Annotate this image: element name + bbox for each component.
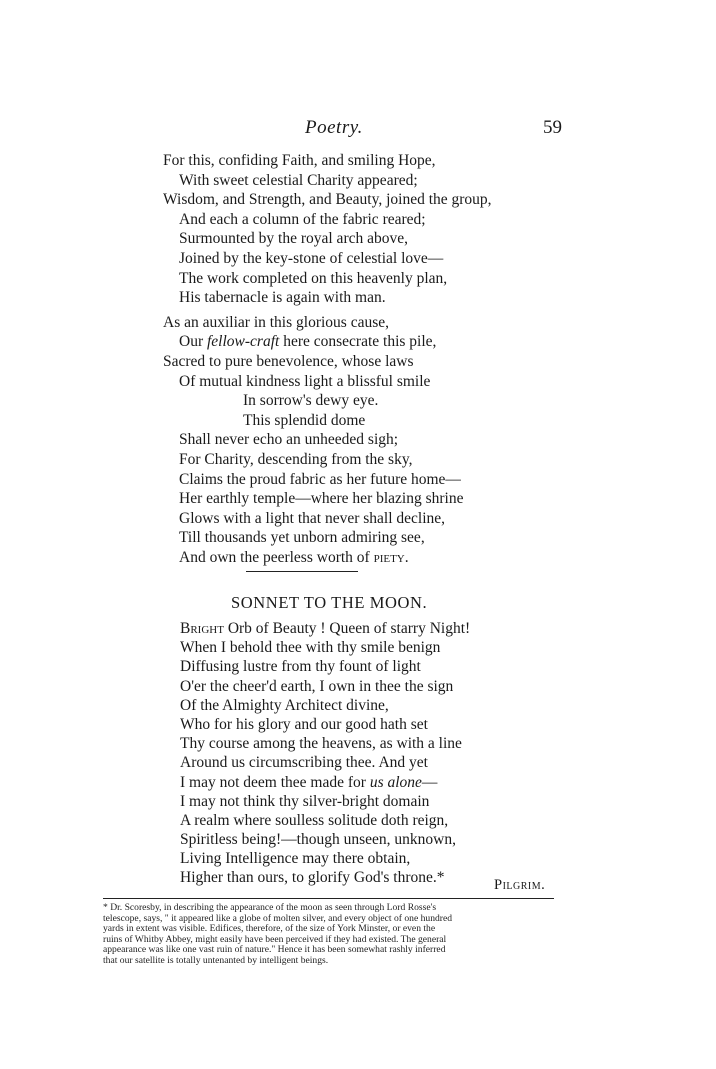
sonnet-line: A realm where soulless solitude doth reign, <box>180 811 449 829</box>
sonnet-line: Thy course among the heavens, as with a line <box>180 735 462 753</box>
sonnet-line: Living Intelligence may there obtain, <box>180 850 411 868</box>
sonnet-line: O'er the cheer'd earth, I own in thee the sign <box>180 677 454 695</box>
footnote-line: yards in extent was visible. Edifices, therefore, of the size of York Minster, or even the <box>103 923 436 935</box>
poem-line: Wisdom, and Strength, and Beauty, joined the group, <box>163 191 492 209</box>
poem-line: Claims the proud fabric as her future home— <box>179 470 461 488</box>
poem-italic-text: fellow-craft <box>206 333 280 351</box>
sonnet <box>180 619 600 888</box>
running-head-title: Poetry. <box>305 117 363 138</box>
poem-line: Sacred to pure benevolence, whose laws <box>163 352 414 370</box>
poem-line: This splendid dome <box>243 411 366 429</box>
sonnet-line: Spiritless being!—though unseen, unknown, <box>180 831 456 849</box>
sonnet-italic-text: us alone <box>369 773 422 791</box>
poem-line: Surmounted by the royal arch above, <box>179 230 408 248</box>
sonnet-line: I may not think thy silver-bright domain <box>180 792 430 810</box>
poem-line: Shall never echo an unheeded sigh; <box>179 431 399 449</box>
poem-line <box>163 332 583 352</box>
poem-line: For this, confiding Faith, and smiling Hope, <box>163 152 436 169</box>
sonnet-line: Higher than ours, to glorify God's throne.* <box>180 869 445 887</box>
sonnet-line <box>180 773 600 792</box>
poem-line: His tabernacle is again with man. <box>179 289 386 307</box>
poem-line: With sweet celestial Charity appeared; <box>179 171 418 189</box>
poem-line: Glows with a light that never shall decline, <box>179 509 446 527</box>
sonnet-line: When I behold thee with thy smile benign <box>180 639 441 657</box>
poem-text: Our <box>179 333 207 351</box>
sonnet-text: Orb of Beauty ! Queen of starry Night! <box>223 620 471 637</box>
author-signature: Pilgrim. <box>494 877 546 893</box>
poem-line: The work completed on this heavenly plan, <box>179 269 448 287</box>
sonnet-title: SONNET TO THE MOON. <box>231 593 428 612</box>
footnote-rule <box>103 898 554 899</box>
sonnet-text: — <box>421 773 438 791</box>
footnote-line: that our satellite is totally untenanted by intelligent beings. <box>103 954 329 966</box>
footnote-line: ruins of Whitby Abbey, might easily have been perceived if they had existed. The general <box>103 933 447 945</box>
poem-line: In sorrow's dewy eye. <box>243 392 379 410</box>
poem-line <box>163 548 583 568</box>
poem-line: As an auxiliar in this glorious cause, <box>163 313 389 331</box>
poem-text: And own the peerless worth of <box>179 548 374 566</box>
poem-text: here consecrate this pile, <box>279 333 437 351</box>
section-divider <box>246 571 358 572</box>
page-number: 59 <box>543 117 562 138</box>
sonnet-line: Of the Almighty Architect divine, <box>180 696 389 714</box>
footnote-line: appearance was like one vast ruin of nature." Hence it has been somewhat rashly inferred <box>103 944 446 956</box>
sonnet-line: Around us circumscribing thee. And yet <box>180 754 428 772</box>
sonnet-first-word: Bright <box>180 620 224 637</box>
sonnet-text: I may not deem thee made for <box>180 773 370 791</box>
poem-line: Joined by the key-stone of celestial love— <box>179 249 444 267</box>
sonnet-line: Diffusing lustre from thy fount of light <box>180 658 421 676</box>
sonnet-line: Who for his glory and our good hath set <box>180 715 428 733</box>
poem-line: And each a column of the fabric reared; <box>179 210 426 228</box>
poem-smallcaps-text: piety <box>373 548 405 566</box>
poem-line: Of mutual kindness light a blissful smile <box>179 372 431 390</box>
poem-line: For Charity, descending from the sky, <box>179 450 413 468</box>
poem <box>163 151 583 567</box>
running-head <box>0 117 716 141</box>
poem-line: Till thousands yet unborn admiring see, <box>179 529 425 547</box>
sonnet-line <box>180 619 600 638</box>
footnote-line: telescope, says, " it appeared like a globe of molten silver, and every object of one hundred <box>103 912 453 924</box>
footnote-line: * Dr. Scoresby, in describing the appearance of the moon as seen through Lord Rosse's <box>103 902 437 913</box>
poem-line: Her earthly temple—where her blazing shrine <box>179 490 464 508</box>
poem-text: . <box>404 548 409 566</box>
footnote <box>103 903 554 967</box>
